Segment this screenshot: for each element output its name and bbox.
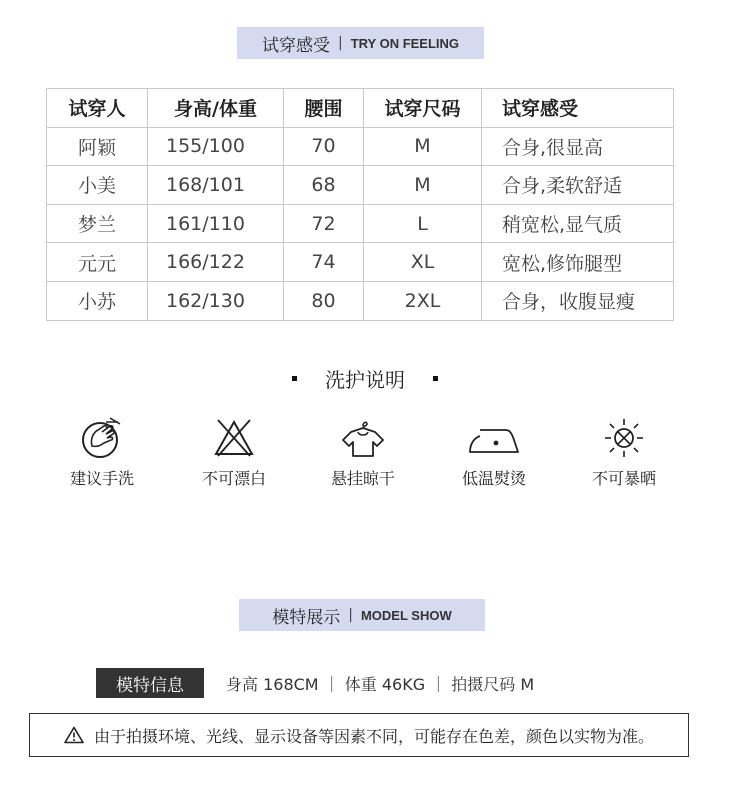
care-item-hang-dry [308, 416, 418, 489]
header-size: 试穿尺码 [364, 89, 482, 128]
cell-size: M [364, 127, 482, 166]
table-header-row [47, 89, 674, 128]
care-label-low-iron: 低温熨烫 [461, 469, 526, 488]
table-row [47, 243, 674, 282]
model-title-cn: 模特展示 [272, 607, 341, 628]
cell-feeling: 合身,很显高 [482, 127, 674, 166]
model-info-row [96, 668, 534, 698]
low-iron-icon [466, 416, 522, 460]
cell-waist: 74 [284, 243, 364, 282]
cell-tester: 元元 [47, 243, 148, 282]
cell-height-weight: 162/130 [148, 281, 284, 320]
care-label-no-bleach: 不可漂白 [201, 469, 266, 488]
fit-table [46, 88, 674, 321]
cell-size: 2XL [364, 281, 482, 320]
care-label-hand-wash: 建议手洗 [69, 469, 134, 488]
cell-feeling: 合身，收腹显瘦 [482, 281, 674, 320]
no-bleach-icon [212, 416, 256, 460]
cell-height-weight: 161/110 [148, 204, 284, 243]
color-notice [29, 713, 689, 757]
cell-tester: 小苏 [47, 281, 148, 320]
hang-dry-icon [339, 416, 387, 460]
header-waist: 腰围 [284, 89, 364, 128]
cell-tester: 梦兰 [47, 204, 148, 243]
header-feeling: 试穿感受 [482, 89, 674, 128]
model-info-text: 身高 168CM ｜ 体重 46KG ｜ 拍摄尺码 M [226, 674, 535, 694]
cell-feeling: 合身,柔软舒适 [482, 166, 674, 205]
fit-section-title [237, 27, 484, 59]
cell-waist: 72 [284, 204, 364, 243]
table-row [47, 204, 674, 243]
table-row [47, 166, 674, 205]
care-label-no-sun: 不可暴晒 [591, 469, 656, 488]
cell-feeling: 宽松,修饰腿型 [482, 243, 674, 282]
notice-text: 由于拍摄环境、光线、显示设备等因素不同，可能存在色差，颜色以实物为准。 [93, 726, 654, 746]
cell-height-weight: 166/122 [148, 243, 284, 282]
fit-title-separator: | [337, 35, 343, 51]
cell-size: XL [364, 243, 482, 282]
model-info-badge: 模特信息 [96, 668, 204, 698]
cell-waist: 68 [284, 166, 364, 205]
bullet-dot-left [292, 376, 297, 381]
no-sun-icon [602, 416, 646, 460]
model-section-title [239, 599, 485, 631]
care-item-hand-wash [47, 416, 157, 489]
cell-waist: 80 [284, 281, 364, 320]
care-title: 洗护说明 [325, 367, 405, 392]
header-tester: 试穿人 [47, 89, 148, 128]
cell-size: L [364, 204, 482, 243]
fit-title-en: TRY ON FEELING [350, 35, 460, 51]
table-row [47, 127, 674, 166]
care-item-no-bleach [179, 416, 289, 489]
care-label-hang-dry: 悬挂晾干 [330, 469, 395, 488]
fit-title-cn: 试穿感受 [261, 35, 330, 56]
model-title-en: MODEL SHOW [360, 607, 452, 623]
table-row [47, 281, 674, 320]
cell-feeling: 稍宽松,显气质 [482, 204, 674, 243]
warning-icon [64, 726, 84, 744]
header-height-weight: 身高/体重 [148, 89, 284, 128]
cell-waist: 70 [284, 127, 364, 166]
model-title-separator: | [348, 607, 353, 623]
cell-height-weight: 168/101 [148, 166, 284, 205]
hand-wash-icon [80, 416, 124, 460]
care-item-no-sun [569, 416, 679, 489]
cell-height-weight: 155/100 [148, 127, 284, 166]
bullet-dot-right [433, 376, 438, 381]
cell-size: M [364, 166, 482, 205]
care-section-header [0, 364, 730, 392]
cell-tester: 小美 [47, 166, 148, 205]
cell-tester: 阿颖 [47, 127, 148, 166]
care-item-low-iron [439, 416, 549, 489]
